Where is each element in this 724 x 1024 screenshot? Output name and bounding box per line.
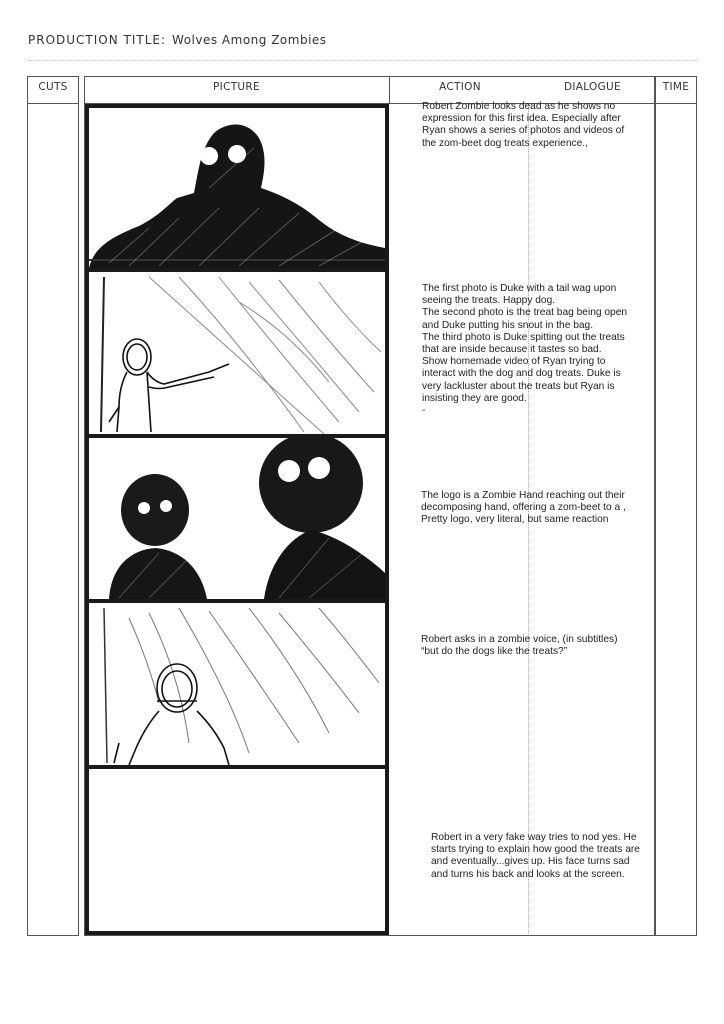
cuts-header: CUTS [38, 81, 68, 93]
production-title-value: Wolves Among Zombies [172, 33, 327, 47]
action-text-panel-5: Robert in a very fake way tries to nod yes. He starts trying to explain how good the treats are and eventually...gives up. His face turns sad and turns his back and looks at the screen. [431, 832, 640, 880]
picture-action-divider [389, 76, 390, 104]
time-header-rule [655, 103, 697, 104]
action-text-panel-2: The first photo is Duke with a tail wag upon seeing the treats. Happy dog. The second photo is the treat bag being open and Duke putting his snout in the bag. The third photo is Duke spitting out the treats that are inside because it tastes so bad. Show homemade video of Ryan trying to interact with the dog and dog treats. Duke is very lackluster about the treats but Ryan is insisting they are good. - [422, 283, 628, 417]
cuts-header-rule [27, 103, 79, 104]
storyboard-panel-2 [89, 272, 385, 434]
action-text-panel-3: The logo is a Zombie Hand reaching out their decomposing hand, offering a zom-beet to a , Pretty logo, very literal, but same reaction [421, 490, 626, 526]
action-text-panel-4: Robert asks in a zombie voice, (in subtitles) “but do the dogs like the treats?” [421, 634, 618, 658]
dialogue-header: DIALOGUE [564, 81, 621, 93]
time-header: TIME [662, 81, 690, 93]
cuts-column [27, 76, 79, 936]
action-header: ACTION [439, 81, 481, 93]
two-zombies-sketch [89, 438, 385, 599]
empty-panel [89, 769, 385, 931]
small-person-scribble-sketch [89, 603, 385, 765]
time-column [655, 76, 697, 936]
storyboard-panel-4 [89, 603, 385, 765]
production-title [28, 33, 327, 47]
title-divider [28, 60, 698, 61]
production-title-label: PRODUCTION TITLE: [28, 33, 167, 47]
storyboard-panel-3 [89, 438, 385, 599]
picture-header: PICTURE [213, 81, 260, 93]
action-text-panel-1: Robert Zombie looks dead as he shows no expression for this first idea. Especially after Ryan shows a series of photos and videos of the zom-beet dog treats experience., [422, 101, 625, 149]
storyboard-panel-5 [89, 769, 385, 931]
zombie-silhouette-sketch [89, 108, 385, 268]
person-reaching-sketch [89, 272, 385, 434]
storyboard-panel-1 [89, 108, 385, 268]
